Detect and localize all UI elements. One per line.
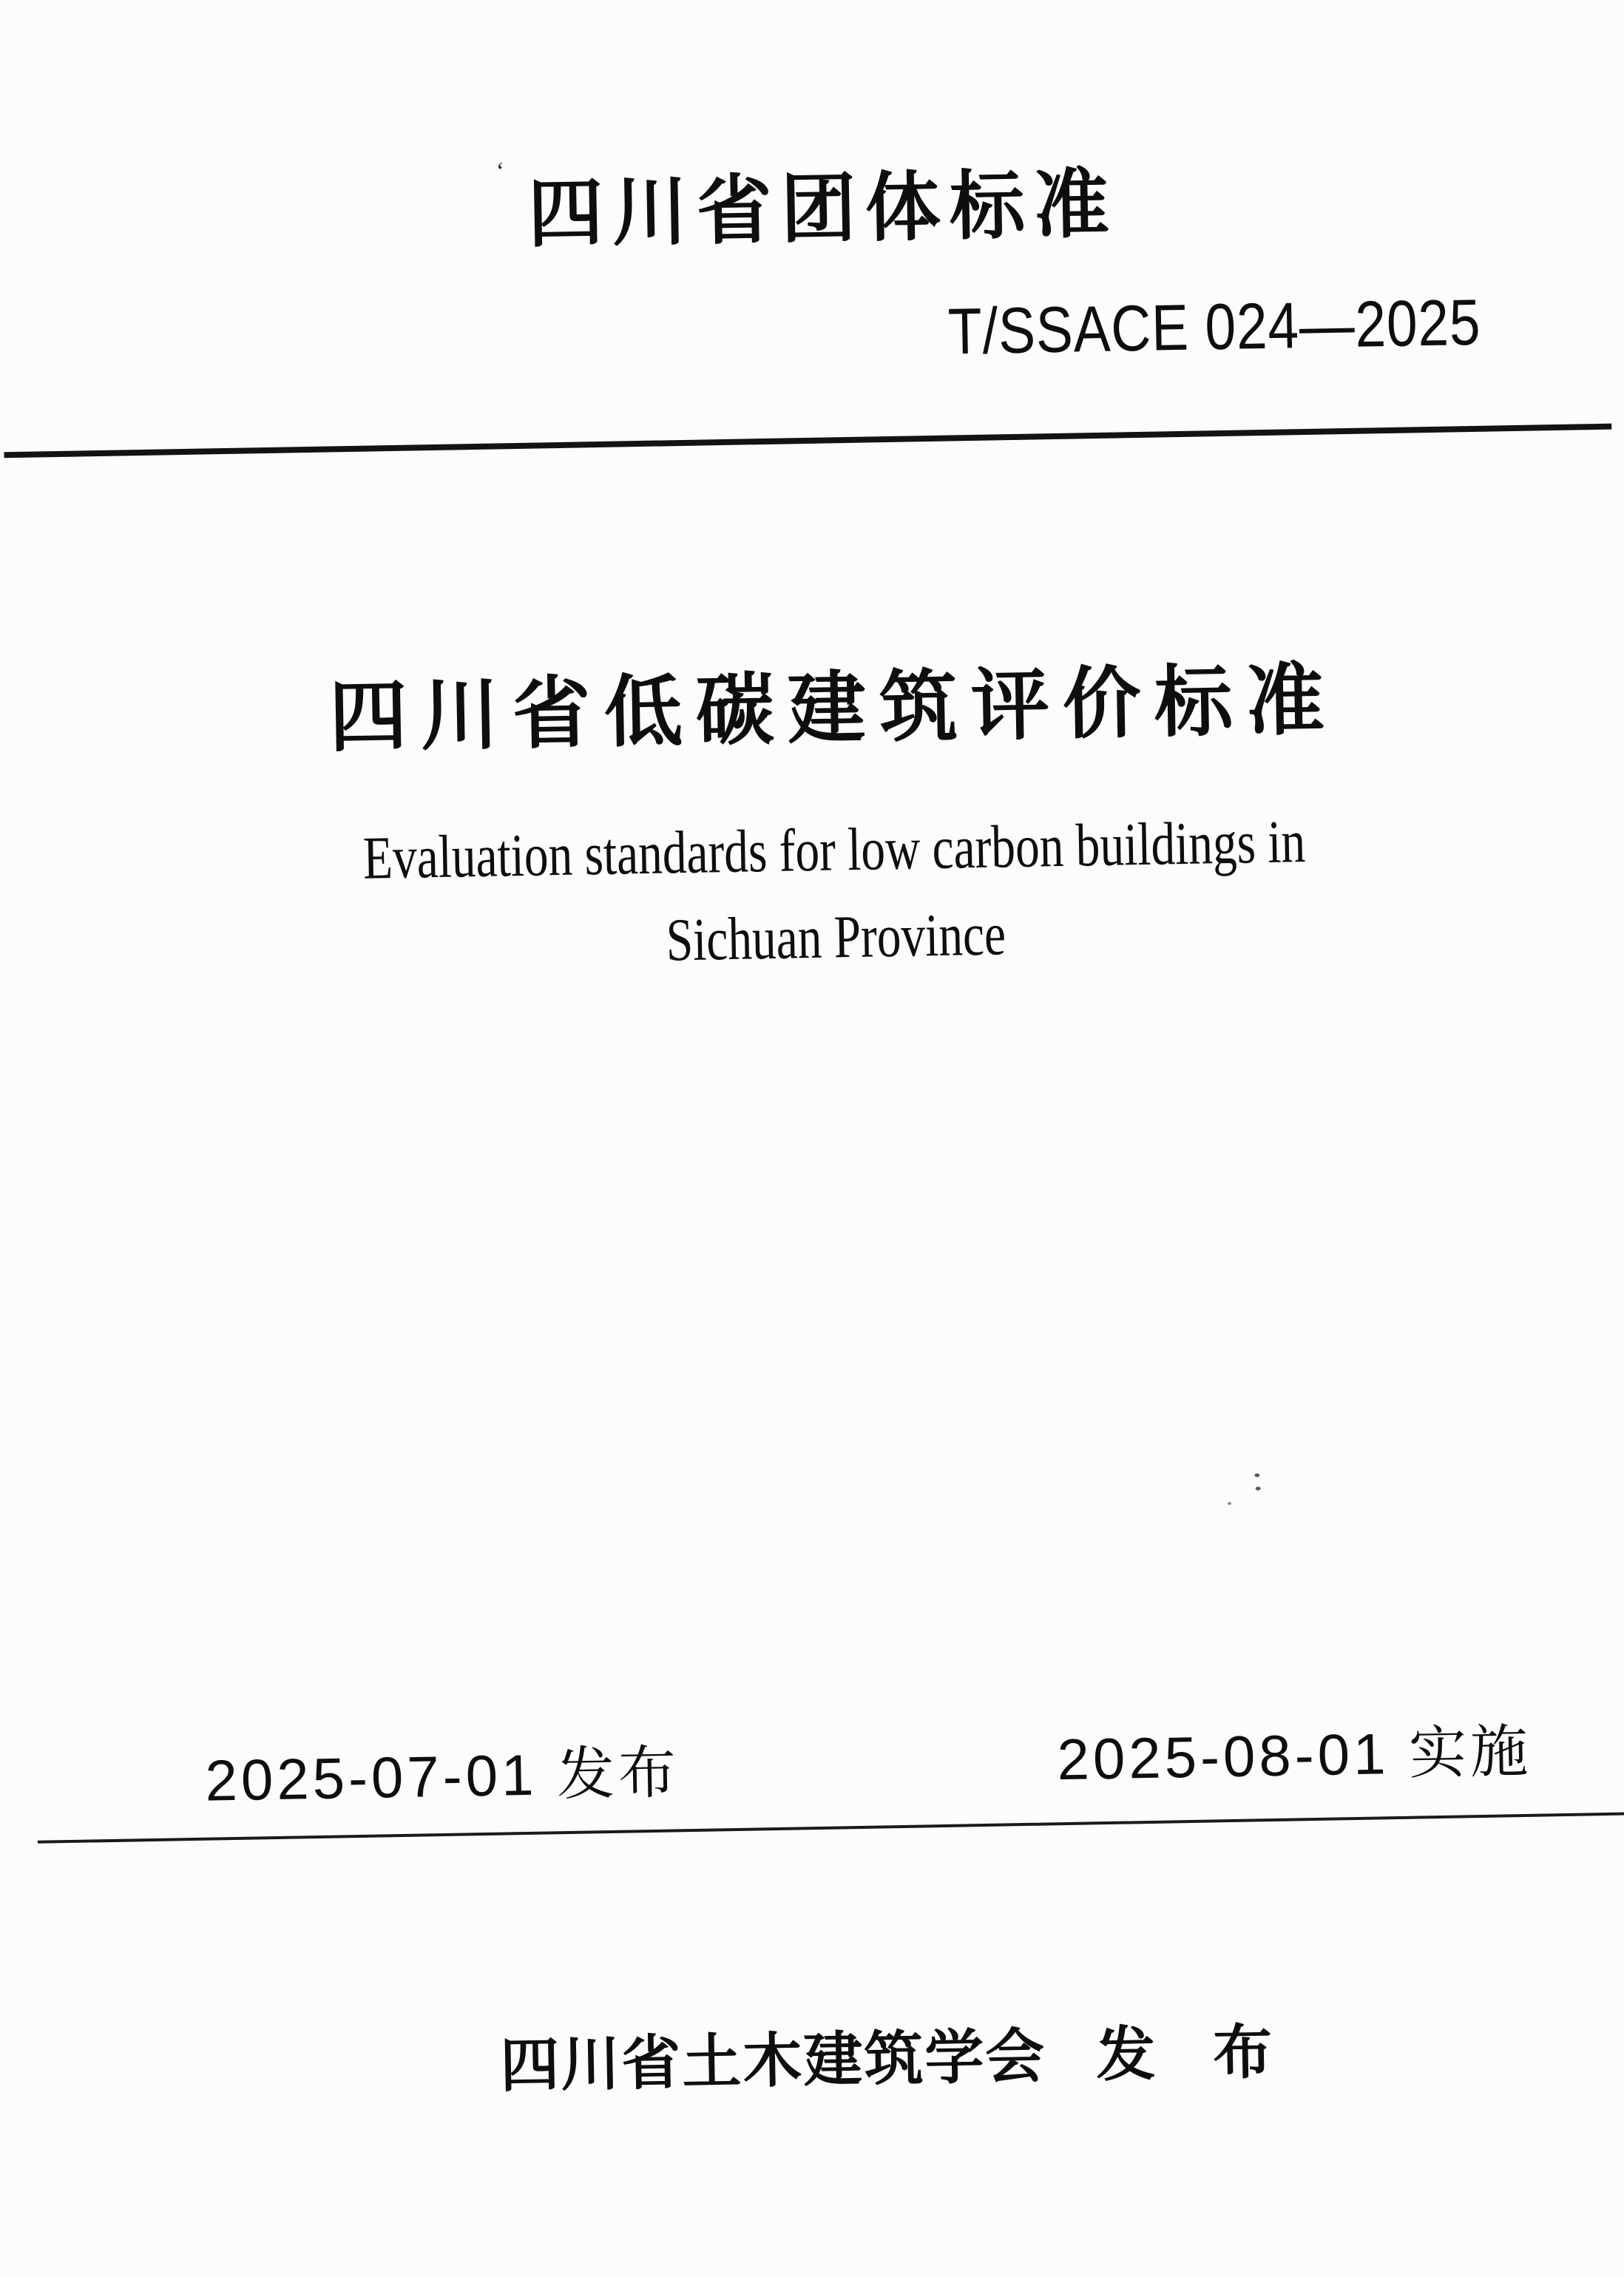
implementation-date: 2025-08-01 实施 <box>1056 1718 1532 1793</box>
publisher-action-char2: 布 <box>1212 2019 1275 2086</box>
top-horizontal-rule <box>4 424 1611 459</box>
publisher-action-char1: 发 <box>1095 2020 1158 2088</box>
document-title-en-line1 <box>0 808 1620 893</box>
document-title-en-line2 <box>0 896 1621 981</box>
document-title-zh: 四川省低碳建筑评价标准 <box>328 656 1339 762</box>
document-title-en-line1-text: Evaluation standards for low carbon buildings in <box>362 808 1307 893</box>
standard-category-label: 四川省团体标准 <box>527 161 1119 257</box>
scan-speck <box>1254 1473 1259 1477</box>
scan-speck <box>1256 1486 1261 1490</box>
bottom-horizontal-rule <box>38 1812 1624 1843</box>
scan-tick-artifact: ‘ <box>495 158 505 186</box>
issue-date: 2025-07-01 发布 <box>204 1739 680 1813</box>
document-title-en-line2-text: Sichuan Province <box>665 900 1006 974</box>
publisher-line <box>16 2016 1624 2104</box>
publisher-name: 四川省土木建筑学会 <box>499 2023 1047 2099</box>
scan-speck <box>1228 1502 1231 1505</box>
standard-code: T/SSACE 024—2025 <box>947 285 1482 368</box>
